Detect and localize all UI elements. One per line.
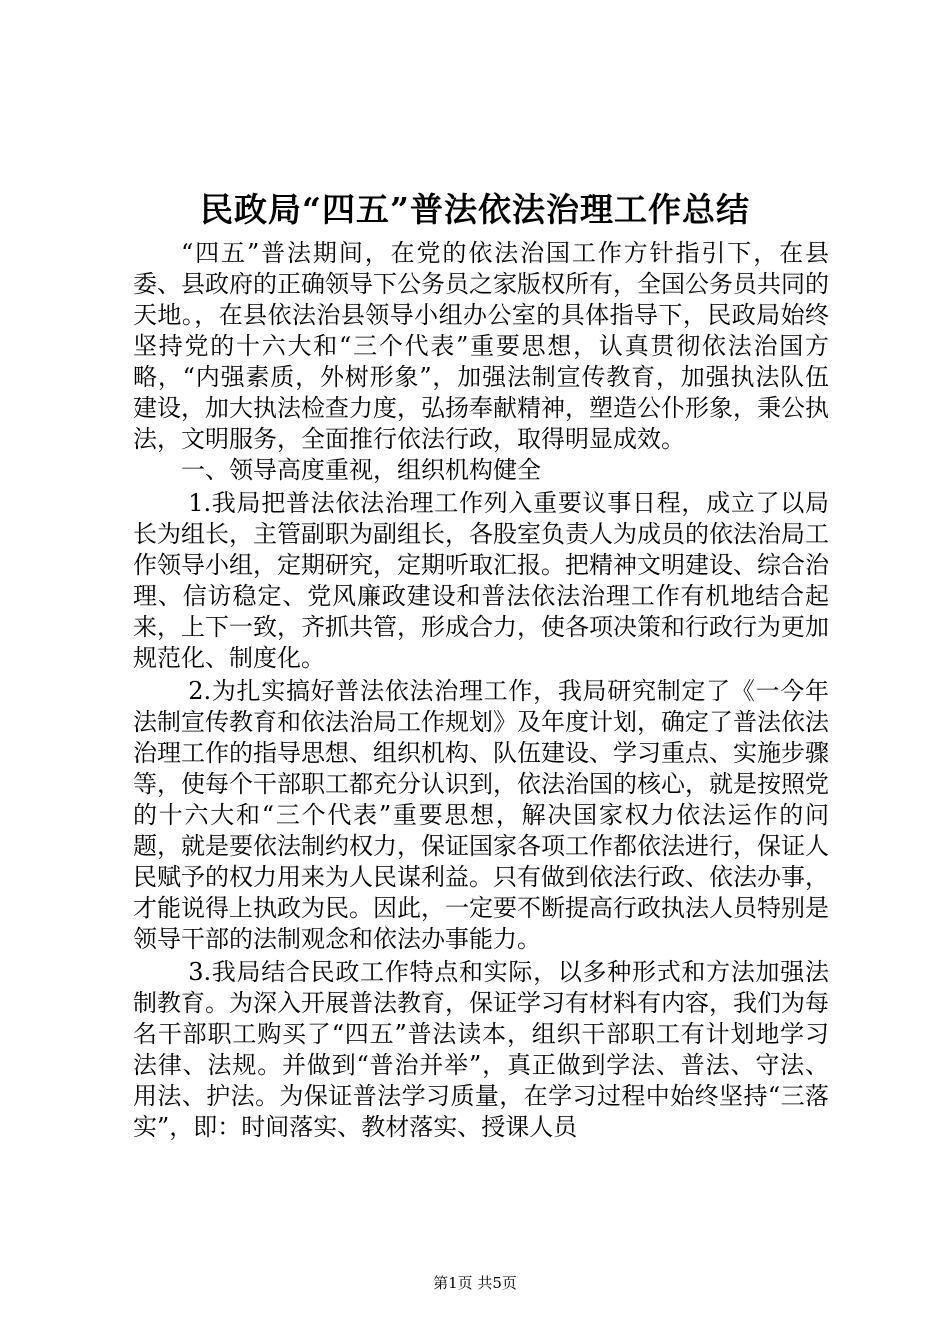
- numbered-paragraph-2: 2.为扎实搞好普法依法治理工作，我局研究制定了《一今年法制宣传教育和依法治局工作规划》及年度计划，确定了普法依法治理工作的指导思想、组织机构、队伍建设、学习重点、实施步骤等，使每个干部职工都充分认识到，依法治国的核心，就是按照党的十六大和“三个代表”重要思想，解决国家权力依法运作的问题，就是要依法制约权力，保证国家各项工作都依法进行，保证人民赋予的权力用来为人民谋利益。只有做到依法行政、依法办事，才能说得上执政为民。因此，一定要不断提高行政执法人员特别是领导干部的法制观念和依法办事能力。: [133, 677, 829, 953]
- intro-paragraph: “四五”普法期间，在党的依法治国工作方针指引下，在县委、县政府的正确领导下公务员之家版权所有，全国公务员共同的天地。，在县依法治县领导小组办公室的具体指导下，民政局始终坚持党的十六大和“三个代表”重要思想，认真贯彻依法治国方略，“内强素质，外树形象”，加强法制宣传教育，加强执法队伍建设，加大执法检查力度，弘扬奉献精神，塑造公仆形象，秉公执法，文明服务，全面推行依法行政，取得明显成效。: [133, 239, 829, 453]
- section-heading: 一、领导高度重视，组织机构健全: [181, 456, 541, 484]
- document-body: [133, 238, 829, 1143]
- page-number-footer: 第1页 共5页: [433, 1274, 517, 1292]
- numbered-paragraph-3: 3.我局结合民政工作特点和实际，以多种形式和方法加强法制教育。为深入开展普法教育，保证学习有材料有内容，我们为每名干部职工购买了“四五”普法读本，组织干部职工有计划地学习法律、法规。并做到“普治并举”，真正做到学法、普法、守法、用法、护法。为保证普法学习质量，在学习过程中始终坚持“三落实”，即：时间落实、教材落实、授课人员: [133, 958, 829, 1141]
- document-title: 民政局“四五”普法依法治理工作总结: [200, 190, 750, 229]
- numbered-paragraph-1: 1.我局把普法依法治理工作列入重要议事日程，成立了以局长为组长，主管副职为副组长，各股室负责人为成员的依法治局工作领导小组，定期研究，定期听取汇报。把精神文明建设、综合治理、信访稳定、党风廉政建设和普法依法治理工作有机地结合起来，上下一致，齐抓共管，形成合力，使各项决策和行政行为更加规范化、制度化。: [133, 489, 829, 672]
